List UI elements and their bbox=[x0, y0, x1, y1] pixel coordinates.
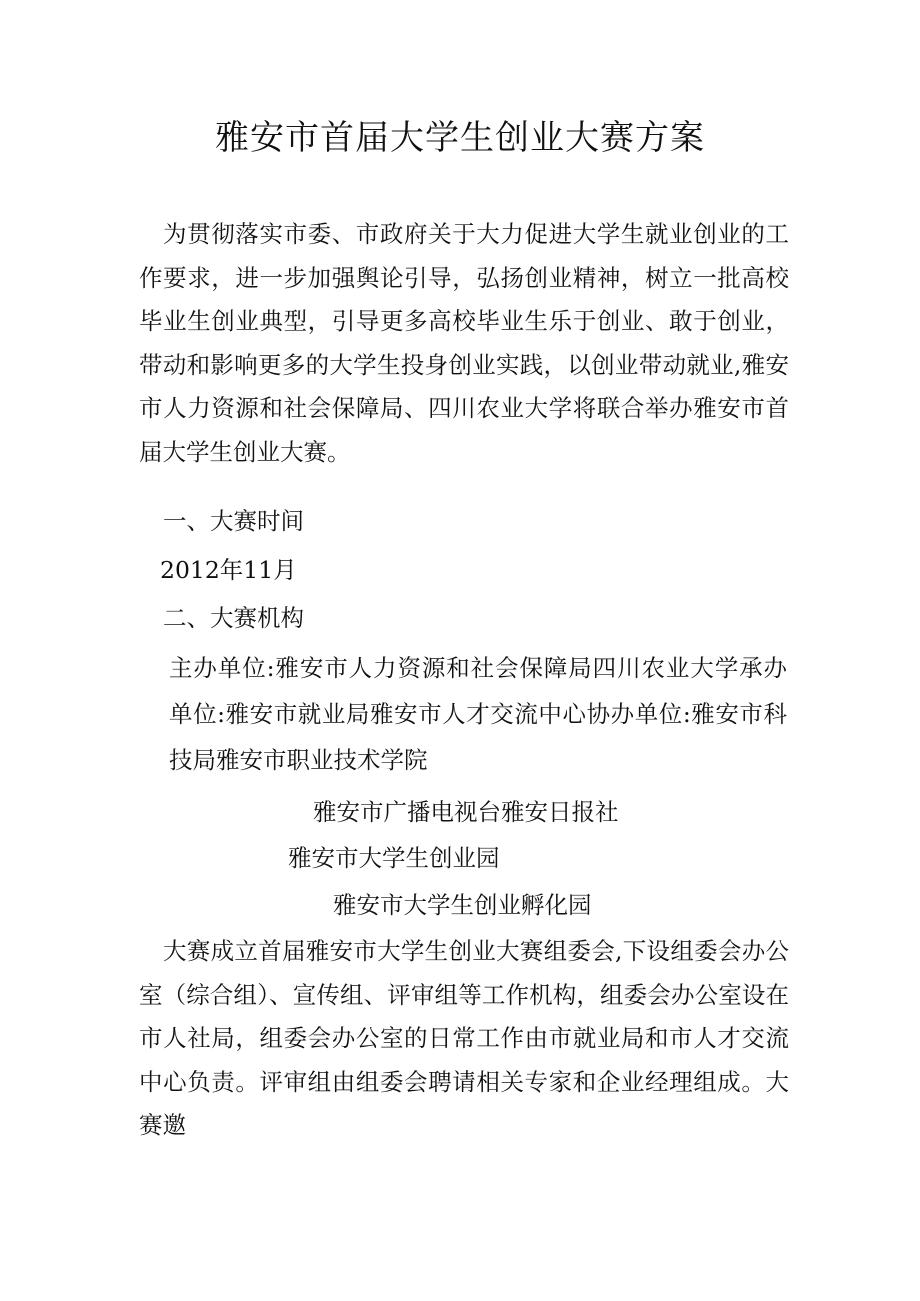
competition-date: 2012年11月 bbox=[160, 556, 297, 584]
section-heading-organization: 二、大赛机构 bbox=[163, 604, 304, 632]
cohost-line-1: 雅安市广播电视台雅安日报社 bbox=[313, 798, 619, 826]
intro-paragraph: 为贯彻落实市委、市政府关于大力促进大学生就业创业的工作要求，进一步加强舆论引导，弘扬创业精神，树立一批高校毕业生创业典型，引导更多高校毕业生乐于创业、敢于创业，带动和影响更多的大学生投身创业实践，以创业带动就业,雅安市人力资源和社会保障局、四川农业大学将联合举办雅安市首届大学生创业大赛。 bbox=[139, 220, 789, 466]
cohost-line-2: 雅安市大学生创业园 bbox=[288, 844, 500, 872]
organizers-paragraph: 主办单位:雅安市人力资源和社会保障局四川农业大学承办单位:雅安市就业局雅安市人才交流中心协办单位:雅安市科技局雅安市职业技术学院 bbox=[169, 654, 787, 774]
section-heading-time: 一、大赛时间 bbox=[163, 507, 304, 535]
committee-paragraph: 大赛成立首届雅安市大学生创业大赛组委会,下设组委会办公室（综合组）、宣传组、评审组等工作机构，组委会办公室设在市人社局，组委会办公室的日常工作由市就业局和市人才交流中心负责。评审组由组委会聘请相关专家和企业经理组成。大赛邀 bbox=[139, 937, 789, 1140]
cohost-line-3: 雅安市大学生创业孵化园 bbox=[333, 891, 592, 919]
document-title: 雅安市首届大学生创业大赛方案 bbox=[215, 118, 705, 158]
